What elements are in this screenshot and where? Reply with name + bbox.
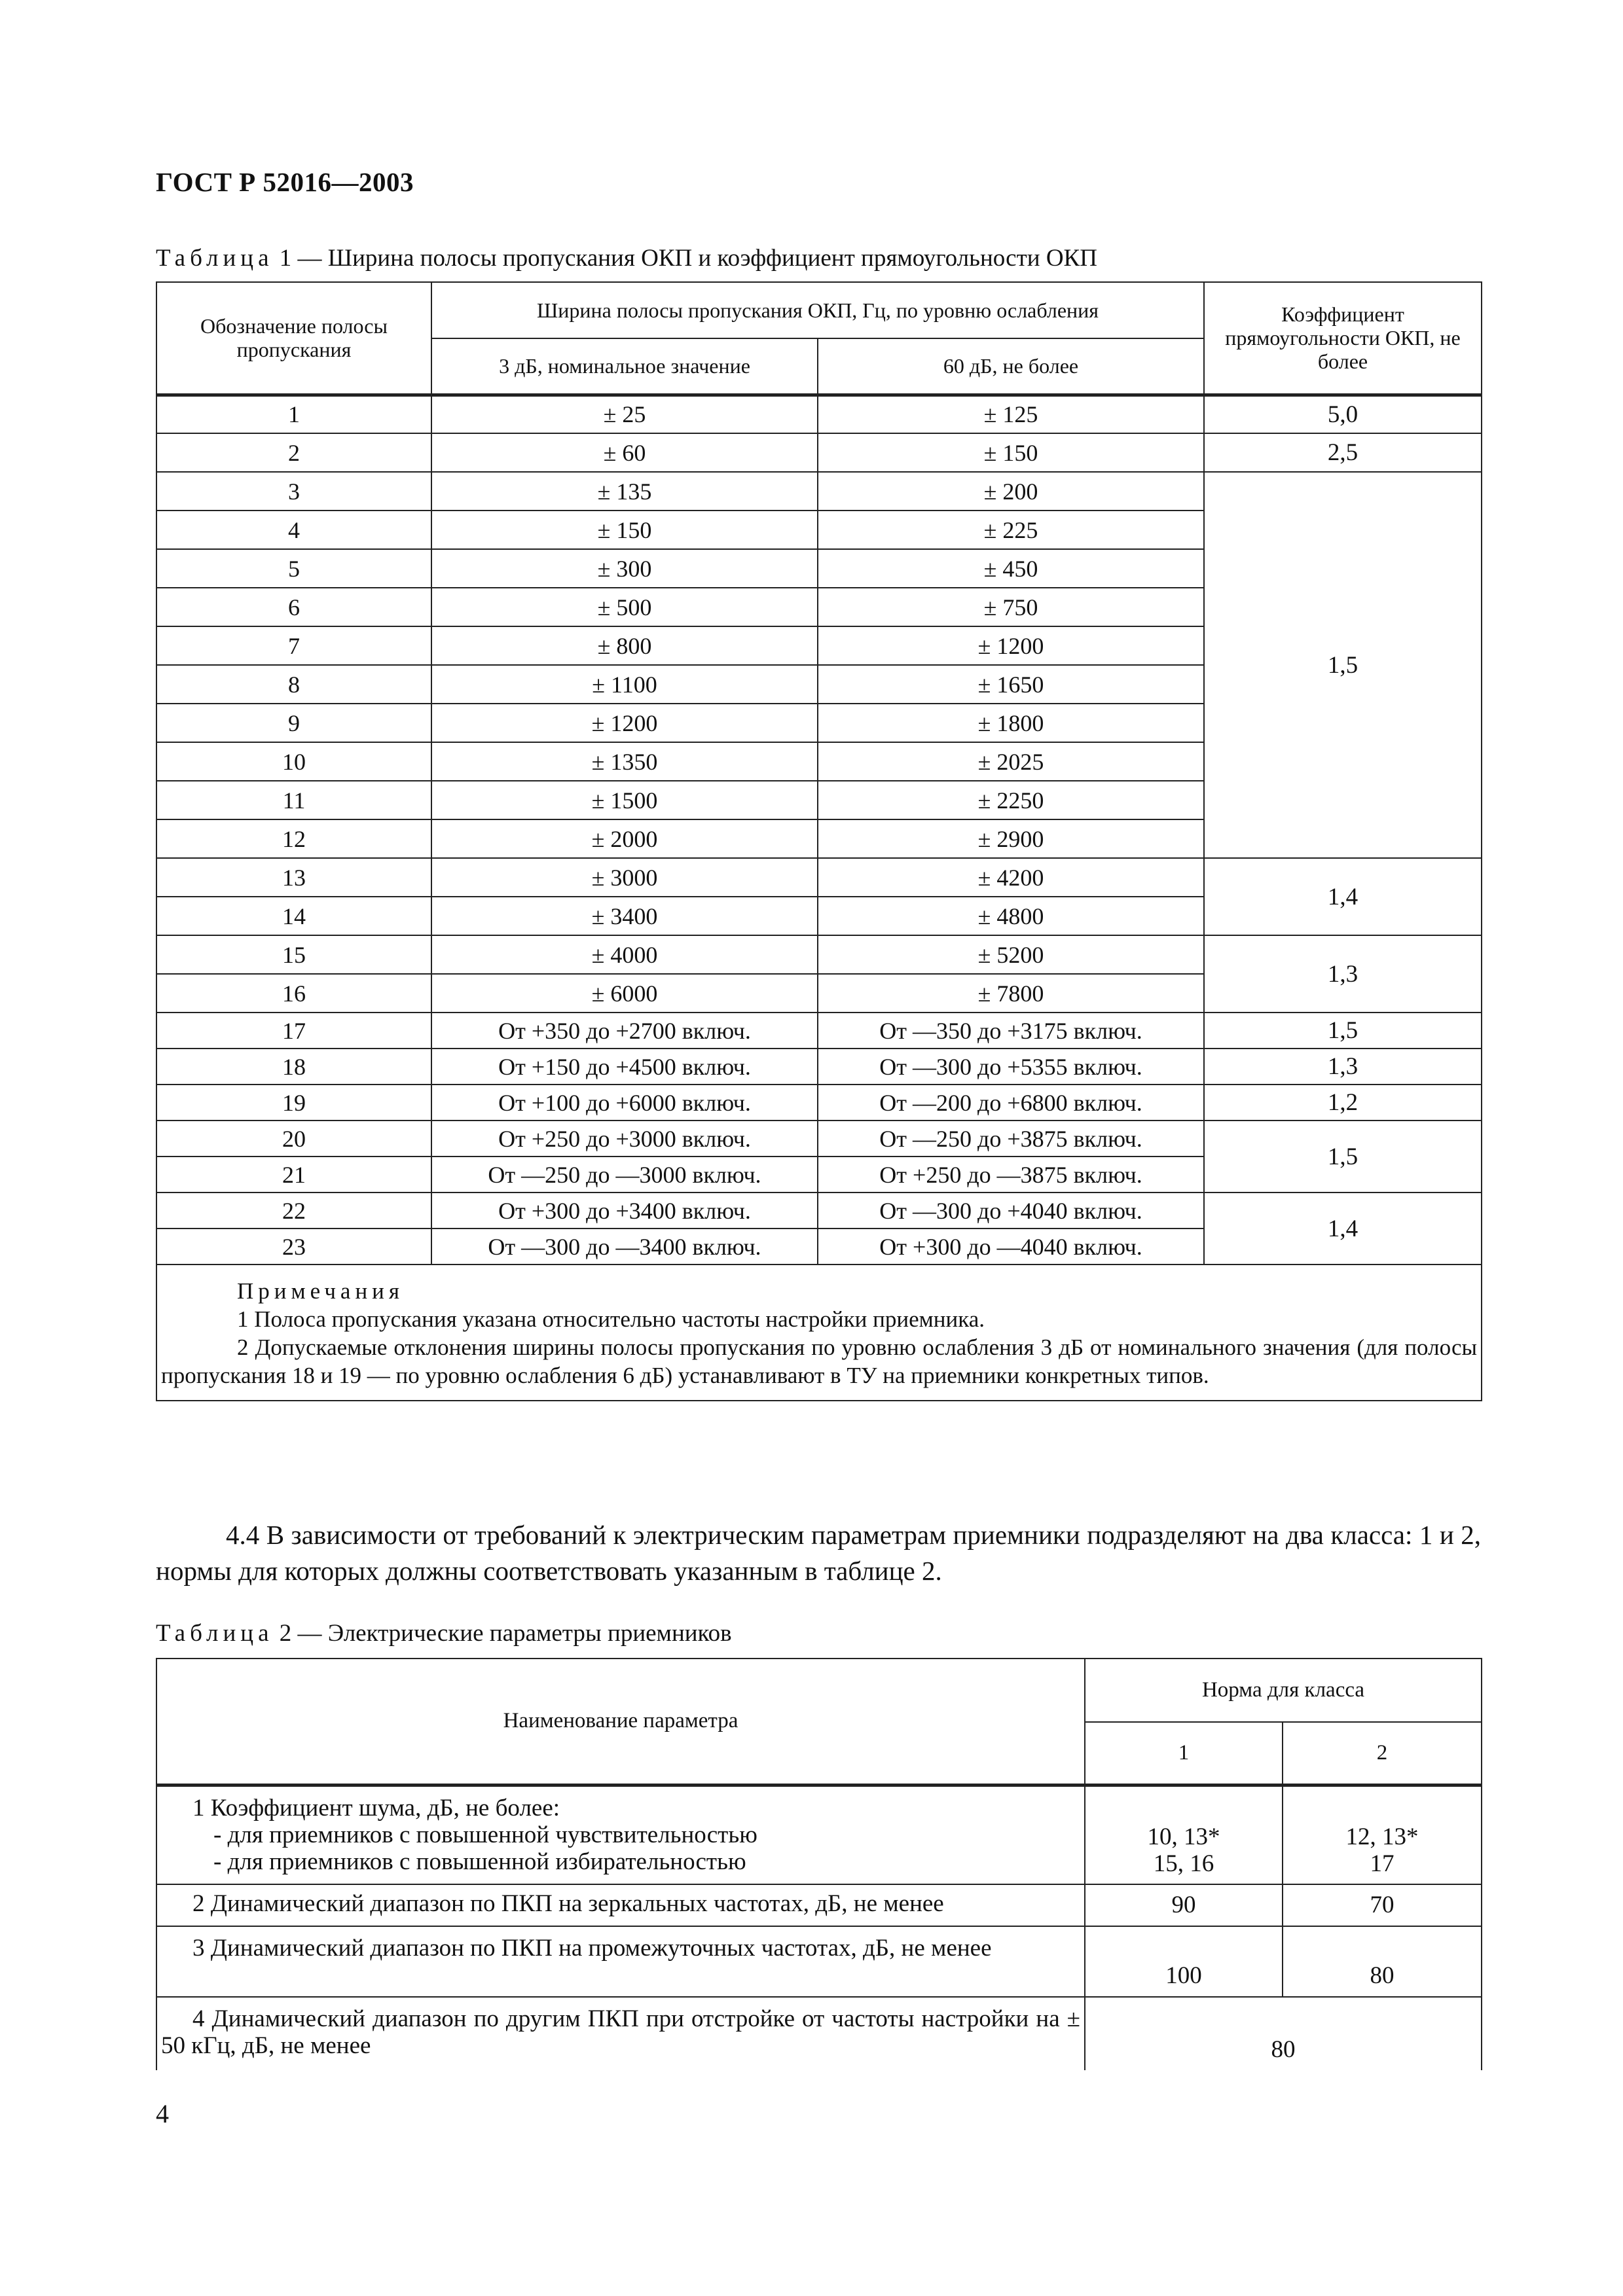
width-60db-cell: ± 450: [818, 549, 1204, 588]
band-cell: 8: [156, 665, 431, 704]
coef-cell: 1,3: [1204, 1049, 1482, 1085]
coef-cell: 1,5: [1204, 1121, 1482, 1193]
param-sub-item: - для приемников с повышенной избирательностью: [213, 1848, 746, 1875]
width-60db-cell: От +250 до —3875 включ.: [818, 1157, 1204, 1193]
band-cell: 15: [156, 935, 431, 974]
width-3db-cell: От +150 до +4500 включ.: [431, 1049, 818, 1085]
width-60db-cell: ± 1800: [818, 704, 1204, 742]
width-60db-cell: От +300 до —4040 включ.: [818, 1229, 1204, 1265]
param-sub-item: - для приемников с повышенной чувствительностью: [213, 1821, 757, 1848]
table-row: [156, 1785, 1482, 1884]
table-row: [156, 472, 1482, 511]
table2-caption: [156, 1619, 732, 1647]
class-1-2-cell: 80: [1085, 1997, 1482, 2070]
coef-cell: 1,4: [1204, 1193, 1482, 1265]
table-row: [156, 395, 1482, 433]
header-band: Обозначение полосы пропускания: [156, 282, 431, 395]
page-number: 4: [156, 2099, 169, 2128]
width-3db-cell: От +300 до +3400 включ.: [431, 1193, 818, 1229]
coef-cell: 2,5: [1204, 433, 1482, 472]
width-60db-cell: ± 200: [818, 472, 1204, 511]
param-cell: 2 Динамический диапазон по ПКП на зеркальных частотах, дБ, не менее: [156, 1884, 1085, 1926]
band-cell: 6: [156, 588, 431, 626]
class-2-cell: 80: [1283, 1926, 1482, 1997]
band-cell: 4: [156, 511, 431, 549]
value: 10, 13*: [1147, 1823, 1220, 1850]
width-60db-cell: ± 5200: [818, 935, 1204, 974]
param-cell: [156, 1785, 1085, 1884]
width-3db-cell: ± 4000: [431, 935, 818, 974]
notes-cell: [156, 1265, 1482, 1401]
bandwidth-table: [156, 281, 1482, 1401]
table-row: [156, 858, 1482, 897]
band-cell: 1: [156, 395, 431, 433]
band-cell: 12: [156, 819, 431, 858]
notes-row: [156, 1265, 1482, 1401]
width-60db-cell: От —300 до +4040 включ.: [818, 1193, 1204, 1229]
band-cell: 19: [156, 1085, 431, 1121]
table-row: [156, 1013, 1482, 1049]
width-3db-cell: ± 3400: [431, 897, 818, 935]
coef-cell: 1,3: [1204, 935, 1482, 1013]
band-cell: 22: [156, 1193, 431, 1229]
table1-caption-text: 1 — Ширина полосы пропускания ОКП и коэффициент прямоугольности ОКП: [273, 245, 1097, 272]
width-60db-cell: От —250 до +3875 включ.: [818, 1121, 1204, 1157]
width-3db-cell: От +100 до +6000 включ.: [431, 1085, 818, 1121]
notes-title: Примечания: [237, 1278, 405, 1304]
coef-cell: 1,5: [1204, 1013, 1482, 1049]
table2-caption-text: 2 — Электрические параметры приемников: [273, 1620, 732, 1647]
width-60db-cell: ± 2900: [818, 819, 1204, 858]
param-cell: 3 Динамический диапазон по ПКП на промежуточных частотах, дБ, не менее: [156, 1926, 1085, 1997]
width-3db-cell: ± 1100: [431, 665, 818, 704]
table-row: [156, 1049, 1482, 1085]
band-cell: 2: [156, 433, 431, 472]
note-1: 1 Полоса пропускания указана относительно частоты настройки приемника.: [237, 1306, 985, 1332]
band-cell: 21: [156, 1157, 431, 1193]
note-2: 2 Допускаемые отклонения ширины полосы пропускания по уровню ослабления 3 дБ от номинального значения (для полосы пропускания 18 и 19 — по уровню ослабления 6 дБ) устанавливают в ТУ на приемники конкретных типов.: [161, 1335, 1477, 1388]
band-cell: 5: [156, 549, 431, 588]
band-cell: 14: [156, 897, 431, 935]
width-3db-cell: ± 60: [431, 433, 818, 472]
table-row: [156, 1926, 1482, 1997]
value: 12, 13*: [1345, 1823, 1419, 1850]
header-width-3db: 3 дБ, номинальное значение: [431, 338, 818, 395]
band-cell: 3: [156, 472, 431, 511]
band-cell: 7: [156, 626, 431, 665]
width-60db-cell: ± 125: [818, 395, 1204, 433]
width-3db-cell: От +250 до +3000 включ.: [431, 1121, 818, 1157]
band-cell: 9: [156, 704, 431, 742]
table1-caption: [156, 244, 1097, 272]
width-3db-cell: ± 1350: [431, 742, 818, 781]
width-3db-cell: ± 2000: [431, 819, 818, 858]
table-row: [156, 935, 1482, 974]
width-60db-cell: От —350 до +3175 включ.: [818, 1013, 1204, 1049]
width-60db-cell: ± 225: [818, 511, 1204, 549]
width-3db-cell: От —250 до —3000 включ.: [431, 1157, 818, 1193]
band-cell: 23: [156, 1229, 431, 1265]
header-param: Наименование параметра: [156, 1659, 1085, 1785]
class-1-cell: 90: [1085, 1884, 1283, 1926]
width-60db-cell: ± 2250: [818, 781, 1204, 819]
table-row: [156, 1121, 1482, 1157]
width-60db-cell: ± 150: [818, 433, 1204, 472]
header-class-2: 2: [1283, 1722, 1482, 1785]
width-3db-cell: ± 25: [431, 395, 818, 433]
width-3db-cell: ± 150: [431, 511, 818, 549]
param-title: 1 Коэффициент шума, дБ, не более:: [192, 1794, 560, 1821]
width-60db-cell: ± 750: [818, 588, 1204, 626]
width-3db-cell: ± 1200: [431, 704, 818, 742]
document-title: ГОСТ Р 52016—2003: [156, 167, 414, 197]
table-row: [156, 1193, 1482, 1229]
width-3db-cell: ± 500: [431, 588, 818, 626]
width-3db-cell: От +350 до +2700 включ.: [431, 1013, 818, 1049]
width-60db-cell: ± 1650: [818, 665, 1204, 704]
param-cell: 4 Динамический диапазон по другим ПКП при отстройке от частоты настройки на ± 50 кГц, дБ, не менее: [156, 1997, 1085, 2070]
header-class-1: 1: [1085, 1722, 1283, 1785]
width-3db-cell: ± 3000: [431, 858, 818, 897]
coef-cell: 1,2: [1204, 1085, 1482, 1121]
width-60db-cell: От —300 до +5355 включ.: [818, 1049, 1204, 1085]
coef-cell: 1,4: [1204, 858, 1482, 935]
width-60db-cell: ± 1200: [818, 626, 1204, 665]
header-norm: Норма для класса: [1085, 1659, 1482, 1722]
table2-caption-prefix: Таблица: [156, 1620, 274, 1647]
table-row: [156, 1884, 1482, 1926]
band-cell: 11: [156, 781, 431, 819]
table1-caption-prefix: Таблица: [156, 245, 274, 272]
width-3db-cell: ± 800: [431, 626, 818, 665]
value: 15, 16: [1153, 1850, 1214, 1877]
electrical-parameters-table: [156, 1658, 1482, 2070]
class-1-cell: [1085, 1785, 1283, 1884]
width-3db-cell: ± 6000: [431, 974, 818, 1013]
width-60db-cell: ± 4200: [818, 858, 1204, 897]
header-width-60db: 60 дБ, не более: [818, 338, 1204, 395]
width-3db-cell: ± 135: [431, 472, 818, 511]
band-cell: 18: [156, 1049, 431, 1085]
header-coef: Коэффициент прямоугольности ОКП, не более: [1204, 282, 1482, 395]
width-3db-cell: ± 1500: [431, 781, 818, 819]
width-3db-cell: ± 300: [431, 549, 818, 588]
band-cell: 20: [156, 1121, 431, 1157]
class-2-cell: [1283, 1785, 1482, 1884]
coef-cell: 1,5: [1204, 472, 1482, 858]
width-60db-cell: ± 7800: [818, 974, 1204, 1013]
width-60db-cell: ± 2025: [818, 742, 1204, 781]
band-cell: 10: [156, 742, 431, 781]
band-cell: 17: [156, 1013, 431, 1049]
band-cell: 16: [156, 974, 431, 1013]
width-3db-cell: От —300 до —3400 включ.: [431, 1229, 818, 1265]
width-60db-cell: ± 4800: [818, 897, 1204, 935]
table-row: [156, 433, 1482, 472]
paragraph-4-4: 4.4 В зависимости от требований к электрическим параметрам приемники подразделяют на два класса: 1 и 2, нормы для которых должны соответствовать указанным в таблице 2.: [156, 1520, 1481, 1586]
table-row: [156, 1085, 1482, 1121]
class-2-cell: 70: [1283, 1884, 1482, 1926]
width-60db-cell: От —200 до +6800 включ.: [818, 1085, 1204, 1121]
band-cell: 13: [156, 858, 431, 897]
header-width-group: Ширина полосы пропускания ОКП, Гц, по уровню ослабления: [431, 282, 1204, 338]
value: 17: [1370, 1850, 1395, 1877]
class-1-cell: 100: [1085, 1926, 1283, 1997]
table-row: [156, 1997, 1482, 2070]
coef-cell: 5,0: [1204, 395, 1482, 433]
